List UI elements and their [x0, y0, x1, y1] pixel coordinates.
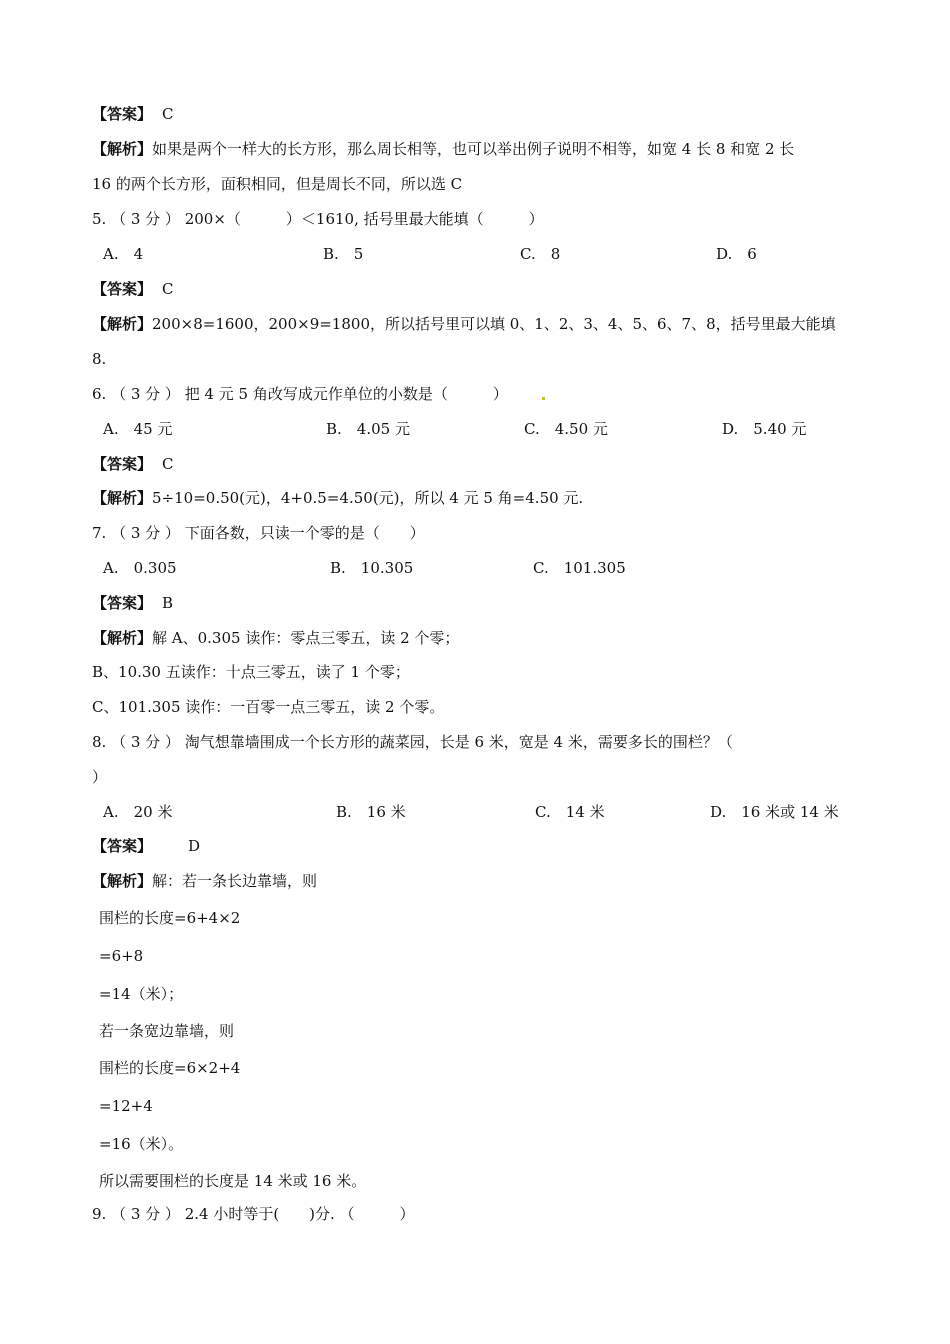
analysis-label: 【解析】 — [92, 489, 153, 507]
analysis-line — [92, 628, 459, 648]
option-a: A. 4 — [103, 245, 144, 263]
analysis-label: 【解析】 — [92, 872, 153, 890]
solution-step: =12+4 — [99, 1097, 153, 1115]
analysis-line — [92, 871, 317, 891]
analysis-text: 解：若一条长边靠墙，则 — [152, 872, 318, 890]
option-a: A. 0.305 — [103, 559, 177, 577]
solution-step: =16（米）。 — [99, 1135, 184, 1153]
option-b: B. 5 — [323, 245, 364, 263]
analysis-text: 16 的两个长方形，面积相同，但是周长不同，所以选 C — [92, 175, 463, 193]
option-c: C. 14 米 — [535, 803, 605, 821]
answer-value: D — [188, 837, 201, 855]
question-stem: 9. （ 3 分 ） 2.4 小时等于( )分. （ ） — [92, 1205, 415, 1223]
option-b: B. 10.305 — [330, 559, 414, 577]
answer-line — [92, 454, 174, 474]
question-stem-continued: ） — [92, 768, 108, 786]
analysis-text: 200×8=1600，200×9=1800，所以括号里可以填 0、1、2、3、4、5、6、7、8，括号里最大能填 — [152, 315, 836, 333]
analysis-text: 5÷10=0.50(元)，4+0.5=4.50(元)，所以 4 元 5 角=4.50 元. — [152, 489, 584, 507]
answer-label: 【答案】 — [92, 105, 153, 123]
analysis-line — [92, 139, 794, 159]
analysis-label: 【解析】 — [92, 315, 153, 333]
question-stem: 8. （ 3 分 ） 淘气想靠墙围成一个长方形的蔬菜园，长是 6 米，宽是 4 米，需要多长的围栏？（ — [92, 733, 733, 751]
question-stem: 5. （ 3 分 ） 200×（ ）＜1610, 括号里最大能填（ ） — [92, 210, 544, 228]
answer-label: 【答案】 — [92, 455, 153, 473]
answer-line — [92, 104, 174, 124]
option-a: A. 20 米 — [103, 803, 173, 821]
solution-step: =14（米）； — [99, 985, 184, 1003]
solution-step: 围栏的长度=6+4×2 — [99, 909, 241, 927]
option-b: B. 16 米 — [336, 803, 406, 821]
speck-mark — [542, 397, 545, 400]
option-a: A. 45 元 — [103, 420, 173, 438]
solution-step: 围栏的长度=6×2+4 — [99, 1059, 241, 1077]
answer-line — [92, 836, 200, 856]
answer-value: C — [162, 455, 174, 473]
answer-line — [92, 279, 174, 299]
analysis-text: 8. — [92, 350, 107, 368]
solution-step: =6+8 — [99, 947, 144, 965]
analysis-text: C、101.305 读作：一百零一点三零五，读 2 个零。 — [92, 698, 445, 716]
answer-label: 【答案】 — [92, 594, 153, 612]
analysis-text: 解 A、0.305 读作：零点三零五，读 2 个零； — [152, 629, 460, 647]
option-c: C. 101.305 — [533, 559, 626, 577]
answer-value: C — [162, 280, 174, 298]
analysis-label: 【解析】 — [92, 629, 153, 647]
option-d: D. 5.40 元 — [722, 420, 807, 438]
option-c: C. 4.50 元 — [524, 420, 608, 438]
analysis-text: B、10.30 五读作：十点三零五，读了 1 个零； — [92, 663, 410, 681]
answer-value: C — [162, 105, 174, 123]
analysis-label: 【解析】 — [92, 140, 153, 158]
solution-step: 若一条宽边靠墙，则 — [99, 1022, 235, 1040]
analysis-text: 如果是两个一样大的长方形，那么周长相等，也可以举出例子说明不相等，如宽 4 长 8 和宽 2 长 — [152, 140, 795, 158]
answer-label: 【答案】 — [92, 837, 153, 855]
question-stem: 7. （ 3 分 ） 下面各数，只读一个零的是（ ） — [92, 524, 425, 542]
analysis-line — [92, 488, 583, 508]
solution-step: 所以需要围栏的长度是 14 米或 16 米。 — [99, 1172, 367, 1190]
answer-value: B — [162, 594, 174, 612]
answer-line — [92, 593, 173, 613]
option-c: C. 8 — [520, 245, 561, 263]
option-d: D. 6 — [716, 245, 757, 263]
analysis-line — [92, 314, 836, 334]
answer-label: 【答案】 — [92, 280, 153, 298]
option-b: B. 4.05 元 — [326, 420, 410, 438]
option-d: D. 16 米或 14 米 — [710, 803, 839, 821]
question-stem: 6. （ 3 分 ） 把 4 元 5 角改写成元作单位的小数是（ ） — [92, 385, 508, 403]
